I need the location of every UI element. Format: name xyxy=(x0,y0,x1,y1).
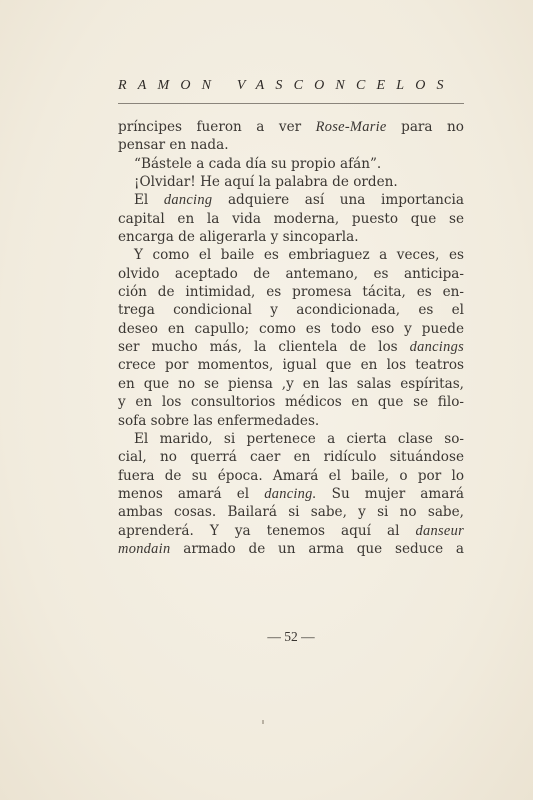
text-run: ¡Olvidar! He aquí la palabra de orden. xyxy=(134,174,398,191)
text-run: El xyxy=(134,192,164,209)
text-run: deseo en capullo; como es todo eso y puede xyxy=(118,320,464,337)
italic-term: Rose-Marie xyxy=(315,119,387,135)
text-run: ambas cosas. Bailará si sabe, y si no sabe, xyxy=(118,504,464,521)
text-line xyxy=(118,246,464,264)
text-line xyxy=(118,173,464,191)
text-run: olvido aceptado de antemano, es anticipa- xyxy=(118,265,464,282)
text-run: en que no se piensa ,y en las salas espíritas, xyxy=(118,375,464,392)
text-line xyxy=(118,503,464,521)
text-run: fuera de su época. Amará el baile, o por lo xyxy=(118,467,464,484)
text-run: sofa sobre las enfermedades. xyxy=(118,412,320,429)
text-line xyxy=(118,136,464,154)
text-line xyxy=(118,283,464,301)
text-run: y en los consultorios médicos en que se filo- xyxy=(118,394,464,411)
text-run: príncipes fueron a ver xyxy=(118,119,316,135)
text-run: para no xyxy=(386,119,464,135)
text-line xyxy=(118,412,464,430)
text-line xyxy=(118,301,464,319)
text-run: Su mujer amará xyxy=(316,485,464,502)
text-line xyxy=(118,118,464,136)
text-line xyxy=(118,228,464,246)
text-line xyxy=(118,320,464,338)
text-run: pensar en nada. xyxy=(118,137,229,154)
body-text xyxy=(118,118,464,558)
text-line xyxy=(118,430,464,448)
text-run: armado de un arma que seduce a xyxy=(170,540,464,557)
italic-term: mondain xyxy=(118,540,171,557)
text-line xyxy=(118,540,464,558)
text-line xyxy=(118,522,464,540)
text-line xyxy=(118,210,464,228)
text-line xyxy=(118,448,464,466)
text-run: El marido, si pertenece a cierta clase so- xyxy=(134,430,464,447)
page-number: — 52 — xyxy=(267,629,315,644)
italic-term: dancings xyxy=(409,339,464,356)
text-run: cial, no querrá caer en ridículo situándose xyxy=(118,449,464,466)
header-rule xyxy=(118,103,464,104)
paper-speck xyxy=(262,720,264,724)
text-line xyxy=(118,356,464,374)
text-line xyxy=(118,191,464,209)
italic-term: dancing. xyxy=(264,485,317,502)
text-line xyxy=(118,485,464,503)
running-head: RAMON VASCONCELOS xyxy=(118,78,455,93)
italic-term: danseur xyxy=(415,522,464,539)
text-run: aprenderá. Y ya tenemos aquí al xyxy=(118,522,416,539)
text-run: trega condicional y acondicionada, es el xyxy=(118,302,464,319)
text-run: adquiere así una importancia xyxy=(212,192,464,209)
italic-term: dancing xyxy=(163,192,213,209)
text-run: “Bástele a cada día su propio afán”. xyxy=(134,155,382,172)
text-run: menos amará el xyxy=(118,485,265,502)
text-line xyxy=(118,265,464,283)
text-line xyxy=(118,393,464,411)
text-line xyxy=(118,375,464,393)
text-line xyxy=(118,467,464,485)
text-run: encarga de aligerarla y sincoparla. xyxy=(118,229,359,246)
text-run: capital en la vida moderna, puesto que se xyxy=(118,210,464,227)
text-run: crece por momentos, igual que en los teatros xyxy=(118,357,464,374)
text-run: ser mucho más, la clientela de los xyxy=(118,339,410,356)
text-run: Y como el baile es embriaguez a veces, es xyxy=(134,247,464,264)
text-line xyxy=(118,155,464,173)
text-line xyxy=(118,338,464,356)
text-run: ción de intimidad, es promesa tácita, es en- xyxy=(118,284,464,301)
